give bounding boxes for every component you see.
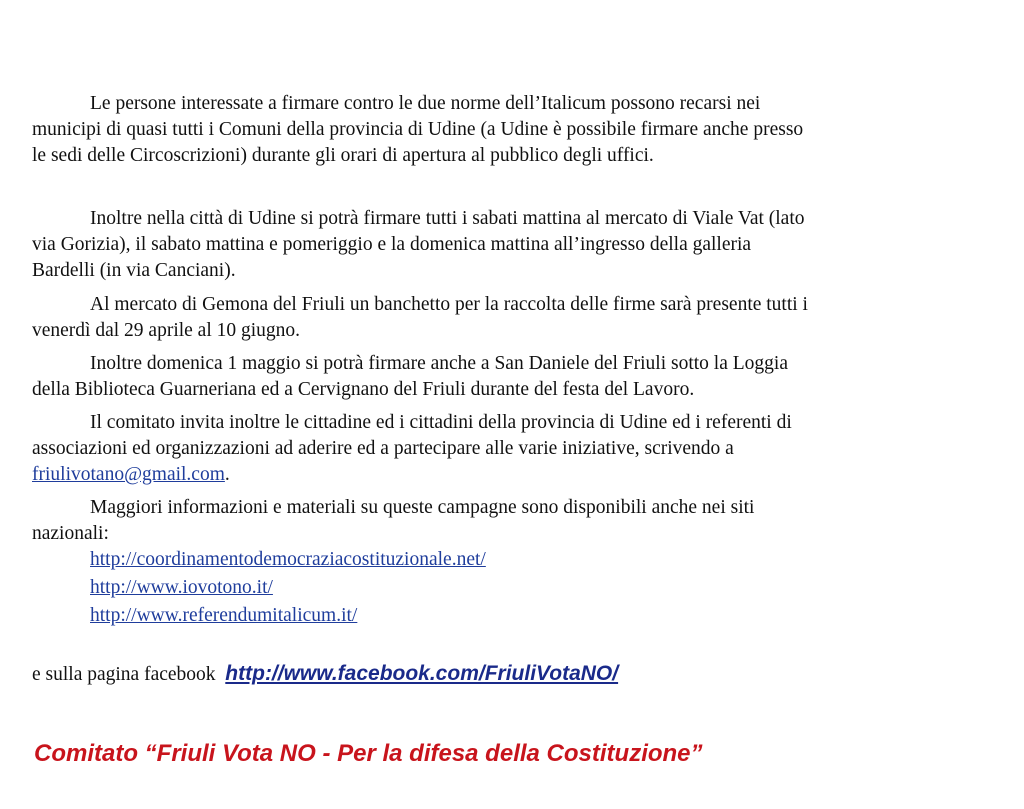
paragraph-6-line-1: Maggiori informazioni e materiali su queste campagne sono disponibili anche nei siti [90, 497, 755, 518]
paragraph-1-line-2: municipi di quasi tutti i Comuni della provincia di Udine (a Udine è possibile firmare anche presso [32, 119, 804, 140]
paragraph-2-line-1: Inoltre nella città di Udine si potrà firmare tutti i sabati mattina al mercato di Viale Vat (lato [90, 208, 805, 229]
paragraph-2-line-2: via Gorizia), il sabato mattina e pomeriggio e la domenica mattina all’ingresso della galleria [32, 234, 752, 255]
email-link[interactable]: friulivotano@gmail.com [32, 464, 225, 485]
email-line [32, 463, 230, 487]
link-referendumitalicum[interactable]: http://www.referendumitalicum.it/ [90, 605, 358, 626]
paragraph-6-line-2: nazionali: [32, 523, 109, 544]
email-suffix: . [224, 464, 230, 485]
facebook-prefix: e sulla pagina facebook [32, 664, 216, 685]
link-iovotono[interactable]: http://www.iovotono.it/ [90, 577, 273, 598]
link-coordinamento[interactable]: http://coordinamentodemocraziacostituzionale.net/ [90, 549, 486, 570]
paragraph-1-line-3: le sedi delle Circoscrizioni) durante gli orari di apertura al pubblico degli uffici. [32, 145, 654, 166]
paragraph-5-line-1: Il comitato invita inoltre le cittadine ed i cittadini della provincia di Udine ed i referenti di [90, 412, 792, 433]
link-line-3 [90, 604, 357, 628]
paragraph-4-line-1: Inoltre domenica 1 maggio si potrà firmare anche a San Daniele del Friuli sotto la Loggia [90, 353, 788, 374]
paragraph-3-line-1: Al mercato di Gemona del Friuli un banchetto per la raccolta delle firme sarà presente tutti i [90, 294, 808, 315]
facebook-link[interactable]: http://www.facebook.com/FriuliVotaNO/ [225, 662, 619, 685]
paragraph-1-line-1: Le persone interessate a firmare contro le due norme dell’Italicum possono recarsi nei [90, 93, 761, 114]
link-line-2 [90, 576, 273, 600]
facebook-line [32, 662, 618, 687]
link-line-1 [90, 548, 486, 572]
paragraph-3-line-2: venerdì dal 29 aprile al 10 giugno. [32, 320, 301, 341]
paragraph-2-line-3: Bardelli (in via Canciani). [32, 260, 236, 281]
paragraph-4-line-2: della Biblioteca Guarneriana ed a Cervignano del Friuli durante del festa del Lavoro. [32, 379, 695, 400]
committee-signature: Comitato “Friuli Vota NO - Per la difesa della Costituzione” [34, 740, 703, 767]
paragraph-5-line-2: associazioni ed organizzazioni ad aderire ed a partecipare alle varie iniziative, scrivendo a [32, 438, 734, 459]
